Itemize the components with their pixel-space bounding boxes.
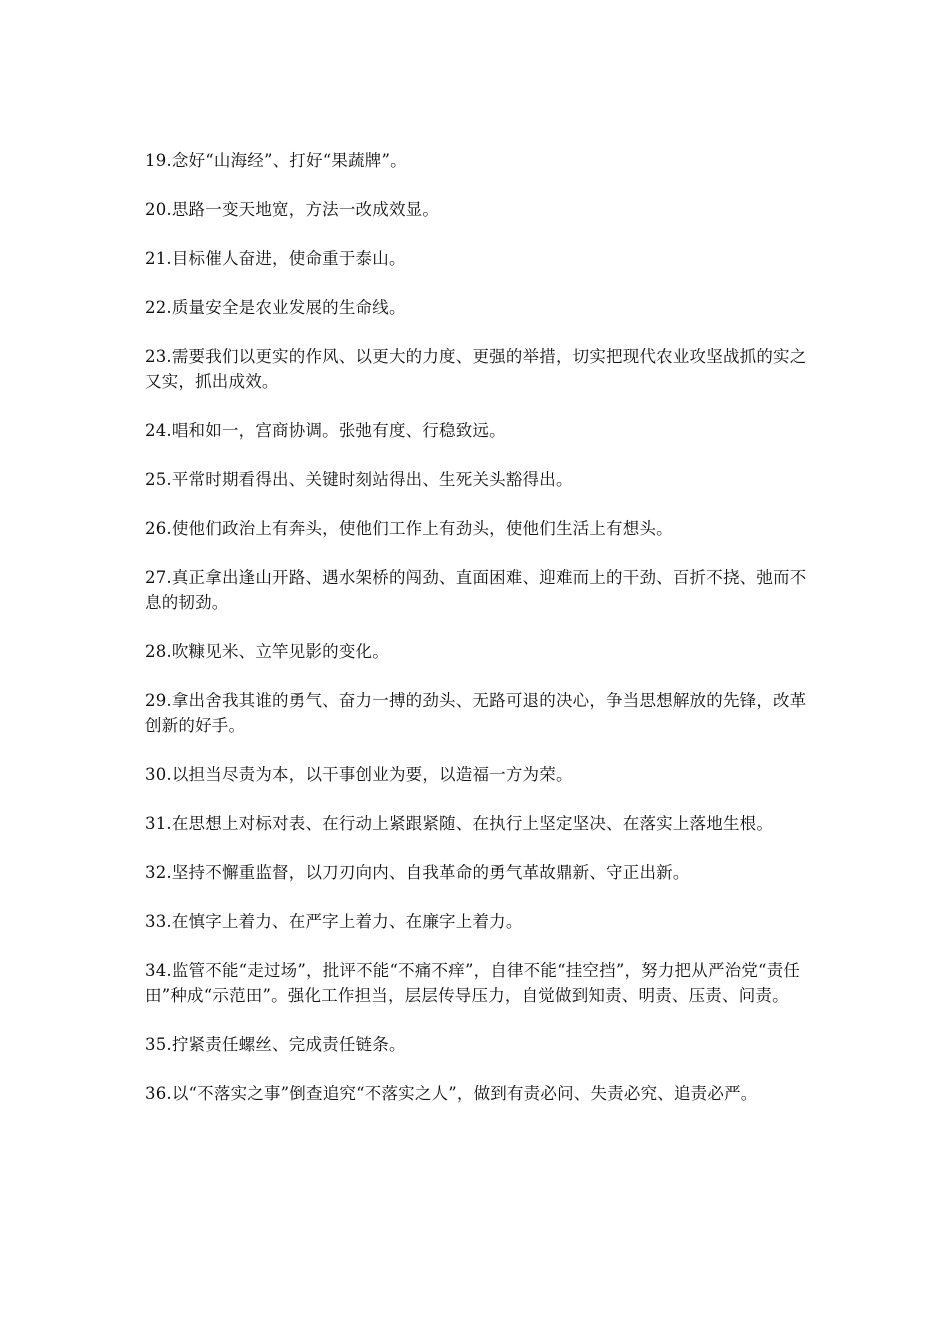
list-item: 31.在思想上对标对表、在行动上紧跟紧随、在执行上坚定坚决、在落实上落地生根。	[145, 814, 774, 833]
document-body	[145, 148, 807, 1130]
list-item: 32.坚持不懈重监督，以刀刃向内、自我革命的勇气革故鼎新、守正出新。	[145, 863, 690, 882]
list-item: 35.拧紧责任螺丝、完成责任链条。	[145, 1035, 406, 1054]
list-item: 22.质量安全是农业发展的生命线。	[145, 298, 406, 317]
list-item: 20.思路一变天地宽，方法一改成效显。	[145, 200, 440, 219]
list-item: 25.平常时期看得出、关键时刻站得出、生死关头豁得出。	[145, 470, 573, 489]
list-item: 23.需要我们以更实的作风、以更大的力度、更强的举措，切实把现代农业攻坚战抓的实之又实，抓出成效。	[145, 347, 807, 391]
list-item: 29.拿出舍我其谁的勇气、奋力一搏的劲头、无路可退的决心，争当思想解放的先锋，改革创新的好手。	[145, 691, 807, 735]
list-item: 27.真正拿出逢山开路、遇水架桥的闯劲、直面困难、迎难而上的干劲、百折不挠、弛而不息的韧劲。	[145, 568, 807, 612]
list-item: 30.以担当尽责为本，以干事创业为要，以造福一方为荣。	[145, 765, 573, 784]
list-item: 24.唱和如一，宫商协调。张弛有度、行稳致远。	[145, 421, 506, 440]
list-item: 21.目标催人奋进，使命重于泰山。	[145, 249, 406, 268]
list-item: 26.使他们政治上有奔头，使他们工作上有劲头，使他们生活上有想头。	[145, 519, 673, 538]
list-item: 34.监管不能“走过场”，批评不能“不痛不痒”，自律不能“挂空挡”，努力把从严治党“责任田”种成“示范田”。强化工作担当，层层传导压力，自觉做到知责、明责、压责、问责。	[145, 961, 801, 1005]
list-item: 36.以“不落实之事”倒查追究“不落实之人”，做到有责必问、失责必究、追责必严。	[145, 1084, 758, 1103]
list-item: 19.念好“山海经”、打好“果蔬牌”。	[145, 151, 407, 170]
list-item: 33.在慎字上着力、在严字上着力、在廉字上着力。	[145, 912, 523, 931]
list-item: 28.吹糠见米、立竿见影的变化。	[145, 642, 389, 661]
